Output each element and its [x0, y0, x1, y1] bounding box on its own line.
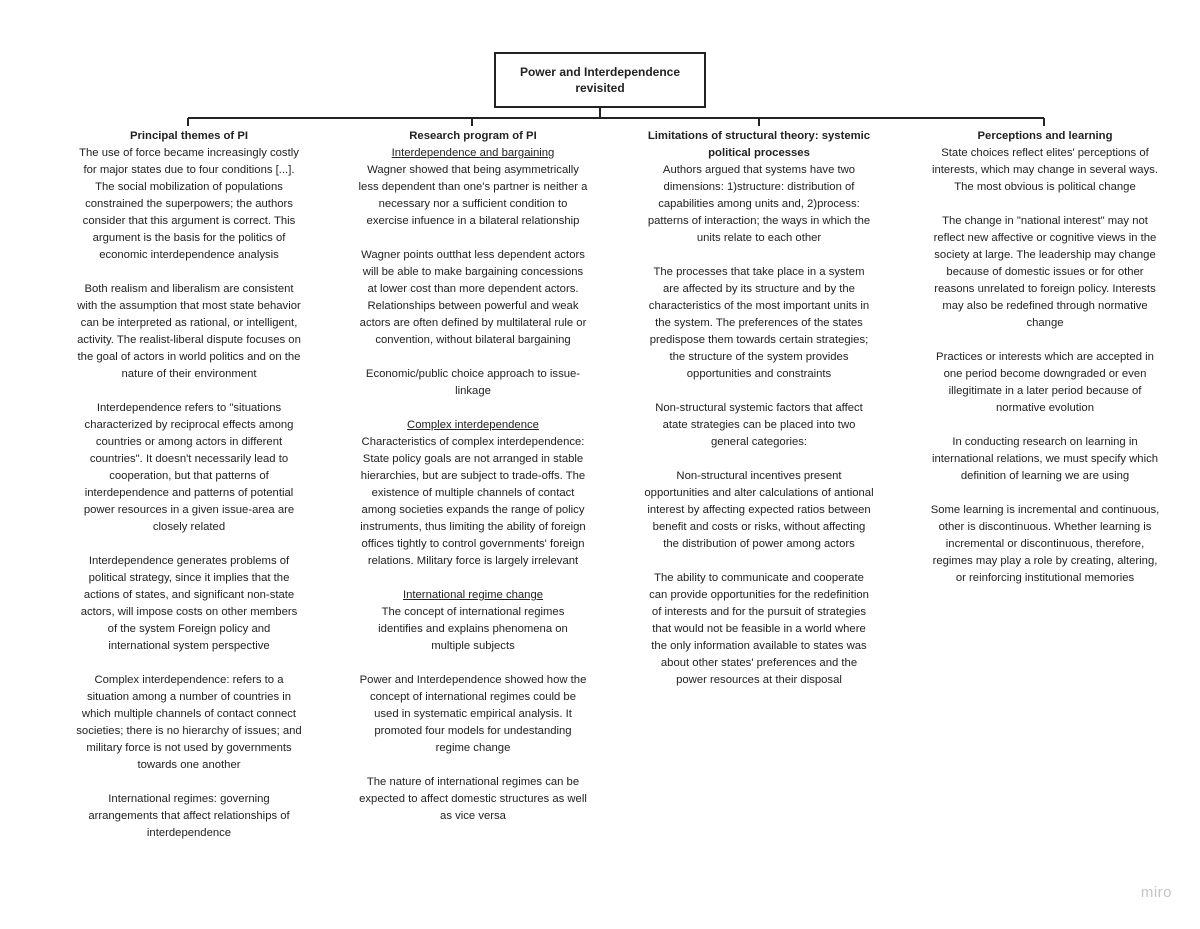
paragraph: Authors argued that systems have two dimensions: 1)structure: distribution of capabilities among units and, 2)process: patterns of interaction; the ways in which the units relate to each other	[647, 164, 871, 244]
branch-column-principal-themes	[76, 128, 302, 842]
paragraph: Both realism and liberalism are consistent with the assumption that most state behavior can be interpreted as rational, or intelligent, activity. The realist-liberal dispute focuses on the goal of actors in world politics and on the nature of their environment	[77, 283, 301, 380]
paragraph: Interdependence generates problems of political strategy, since it implies that the actions of states, and significant non-state actors, will impose costs on other members of the system Foreign policy and international system perspective	[80, 555, 298, 652]
paragraph: The nature of international regimes can be expected to affect domestic structures as well as vice versa	[359, 776, 587, 822]
root-node[interactable]	[494, 52, 706, 108]
paragraph: Characteristics of complex interdependence: State policy goals are not arranged in stable hierarchies, but are subject to trade-offs. The existence of multiple channels of contact among societies expands the range of policy instruments, thus limiting the ability of foreign offices tightly to control governments' foreign relations. Military force is largely irrelevant	[360, 436, 586, 567]
paragraph: Economic/public choice approach to issue-linkage	[365, 368, 581, 397]
paragraph: Some learning is incremental and continuous, other is discontinuous. Whether learning is incremental or discontinuous, therefore, regimes may play a role by creating, altering, or reinforcing institutional memories	[930, 504, 1160, 584]
root-title: Power and Interdependence revisited	[519, 65, 681, 95]
column-title: Research program of PI	[409, 130, 537, 142]
paragraph: The change in "national interest" may not reflect new affective or cognitive views in the society at large. The leadership may change because of domestic issues or for other reasons unrelated to foreign policy. Interests may also be redefined through normative change	[933, 215, 1157, 329]
paragraph: State choices reflect elites' perceptions of interests, which may change in several ways. The most obvious is political change	[931, 147, 1159, 193]
column-title: Principal themes of PI	[129, 130, 249, 142]
miro-watermark: miro	[1140, 884, 1172, 901]
branch-column-perceptions	[930, 128, 1160, 587]
paragraph: The concept of international regimes identifies and explains phenomena on multiple subjects	[378, 606, 568, 652]
paragraph: The processes that take place in a system are affected by its structure and by the characteristics of the most important units in the system. The preferences of the states predispose them towards certain strategies; the structure of the system provides opportunities and constraints	[648, 266, 870, 380]
subheading: Complex interdependence	[407, 419, 539, 431]
paragraph: Practices or interests which are accepted in one period become downgraded or even illegitimate in a later period because of normative evolution	[936, 351, 1154, 414]
paragraph: Wagner showed that being asymmetrically less dependent than one's partner is neither a necessary nor a sufficient condition to exercise infuence in a bilateral relationship	[358, 164, 588, 227]
paragraph: Non-structural systemic factors that affect atate strategies can be placed into two general categories:	[655, 402, 863, 448]
paragraph: Complex interdependence: refers to a situation among a number of countries in which multiple channels of contact connect societies; there is no hierarchy of issues; and military force is not used by governments towards one another	[76, 674, 302, 771]
paragraph: Interdependence refers to "situations characterized by reciprocal effects among countries or among actors in different countries". It doesn't necessarily lead to cooperation, but that patterns of interdependence and patterns of potential power resources in a given issue-area are closely related	[83, 402, 295, 533]
paragraph: The use of force became increasingly costly for major states due to four conditions [...]. The social mobilization of populations constrained the superpowers; the authors consider that this argument is correct. This argument is the basis for the politics of economic interdependence analysis	[79, 147, 299, 261]
column-title: Limitations of structural theory: systemic political processes	[647, 130, 871, 159]
paragraph: The ability to communicate and cooperate can provide opportunities for the redefinition of interests and for the pursuit of strategies that would not be feasible in a world where the only information available to states was about other states' preferences and the power resources at their disposal	[649, 572, 869, 686]
subheading: International regime change	[402, 589, 544, 601]
column-title: Perceptions and learning	[977, 130, 1113, 142]
paragraph: In conducting research on learning in international relations, we must specify which definition of learning we are using	[931, 436, 1159, 482]
paragraph: International regimes: governing arrangements that affect relationships of interdependence	[88, 793, 290, 839]
paragraph: Non-structural incentives present opportunities and alter calculations of antional interest by affecting expected ratios between benefit and costs or risks, without affecting the distribution of power among actors	[644, 470, 874, 550]
branch-column-research-program	[358, 128, 588, 825]
branch-column-limitations	[644, 128, 874, 689]
paragraph: Power and Interdependence showed how the concept of international regimes could be used in systematic empirical analysis. It promoted four models for undestanding regime change	[359, 674, 587, 754]
subheading: Interdependence and bargaining	[391, 147, 555, 159]
paragraph: Wagner points outthat less dependent actors will be able to make bargaining concessions at lower cost than more dependent actors. Relationships between powerful and weak actors are often defined by multilateral rule or convention, without bilateral bargaining	[359, 249, 587, 346]
